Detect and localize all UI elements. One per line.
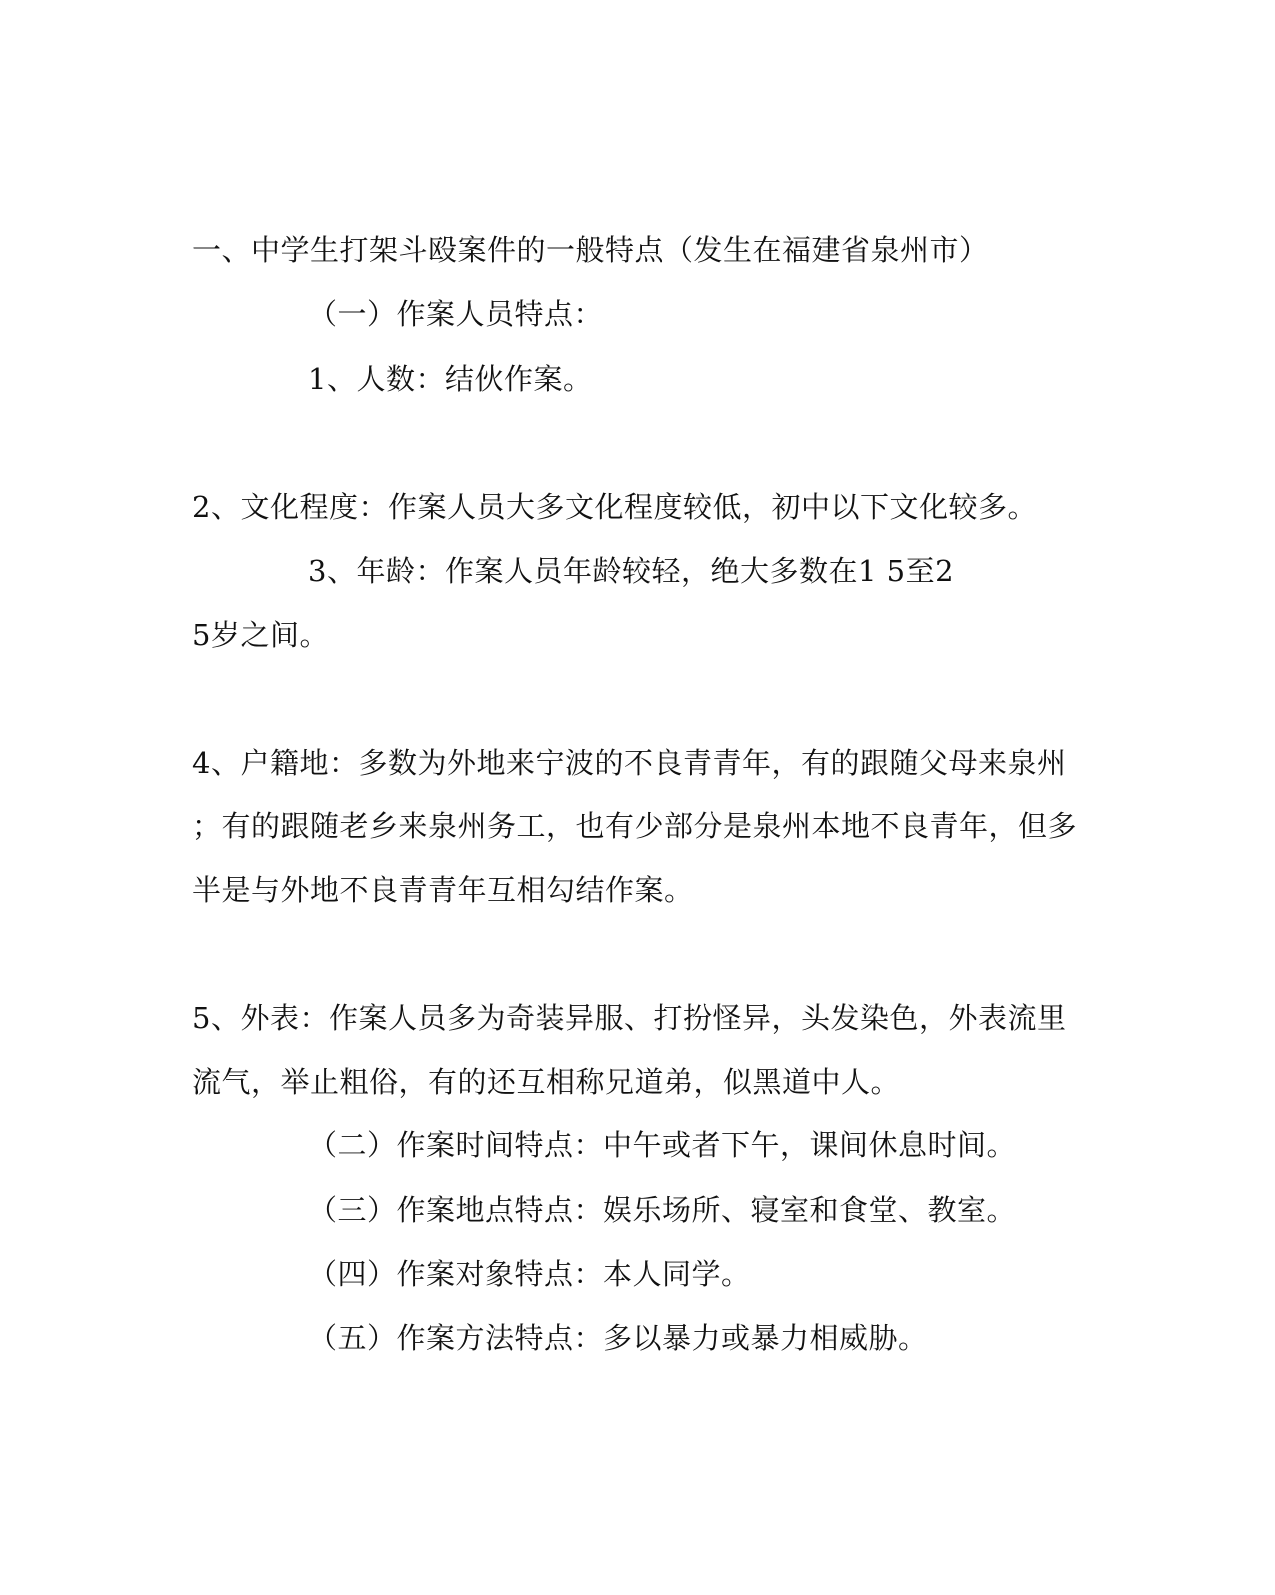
paragraph-residence-end: 半是与外地不良青青年互相勾结作案。 — [192, 873, 694, 907]
subsection-heading-1: （一）作案人员特点： — [308, 297, 604, 331]
subsection-target: （四）作案对象特点：本人同学。 — [308, 1257, 751, 1291]
paragraph-education: 2、文化程度：作案人员大多文化程度较低，初中以下文化较多。 — [192, 490, 1037, 524]
paragraph-age: 3、年龄：作案人员年龄较轻，绝大多数在1 5至2 — [308, 554, 955, 588]
subsection-method: （五）作案方法特点：多以暴力或暴力相威胁。 — [308, 1321, 928, 1355]
subsection-time: （二）作案时间特点：中午或者下午，课间休息时间。 — [308, 1128, 1017, 1162]
paragraph-age-cont: 5岁之间。 — [192, 618, 329, 652]
paragraph-residence: 4、户籍地：多数为外地来宁波的不良青青年，有的跟随父母来泉州 — [192, 746, 1067, 780]
paragraph-headcount: 1、人数：结伙作案。 — [308, 362, 593, 396]
paragraph-appearance: 5、外表：作案人员多为奇装异服、打扮怪异，头发染色，外表流里 — [192, 1001, 1067, 1035]
subsection-location: （三）作案地点特点：娱乐场所、寝室和食堂、教室。 — [308, 1193, 1017, 1227]
paragraph-residence-cont: ；有的跟随老乡来泉州务工，也有少部分是泉州本地不良青年，但多 — [192, 809, 1078, 843]
paragraph-appearance-cont: 流气，举止粗俗，有的还互相称兄道弟，似黑道中人。 — [192, 1065, 901, 1099]
section-heading: 一、中学生打架斗殴案件的一般特点（发生在福建省泉州市） — [192, 233, 989, 267]
